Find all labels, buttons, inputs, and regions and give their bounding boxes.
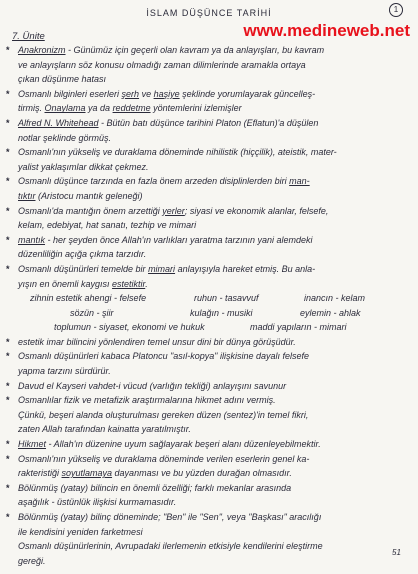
continuation-line: [6, 277, 414, 292]
bullet-star-icon: *: [6, 234, 10, 245]
line-text: (Aristocu mantık geleneği): [35, 190, 143, 201]
underlined-term: şerh: [121, 88, 140, 99]
line-text: Bölünmüş (yatay) bilincin en önemli özelliği; farklı mekanlar arasında: [18, 482, 292, 493]
page-number: 51: [392, 548, 401, 557]
line-text: zaten Allah tarafından kainatta yaratılmıştır.: [18, 424, 191, 435]
bullet-star-icon: *: [6, 512, 10, 522]
line-text: çıkan düşünme hatası: [18, 74, 107, 85]
bullet-line: [6, 379, 414, 394]
line-text: ya da: [85, 103, 113, 114]
website-watermark: www.medineweb.net: [243, 21, 410, 40]
aesthetic-map-row: [6, 306, 414, 321]
aesthetic-pair: kulağın - musiki: [190, 307, 253, 318]
aesthetic-pair: inancın - kelam: [304, 293, 366, 304]
line-text: Osmanlılar fizik ve metafizik araştırmalarına hikmet adını vermiş.: [18, 395, 276, 406]
bullet-star-icon: *: [6, 88, 10, 99]
line-text: notlar şeklinde görmüş.: [18, 132, 112, 143]
notes-section-bottom: [6, 335, 414, 569]
line-text: Çünkü, beşeri alanda oluşturulması gereken düzen (sentez)'in temel fikri,: [18, 409, 309, 420]
underlined-term: Anakronizm: [18, 45, 66, 55]
bullet-star-icon: *: [6, 482, 10, 493]
line-text: düzenliliğin açığa çıkma tarzıdır.: [18, 249, 147, 260]
line-text: estetik imar bilincini yönlendiren temel unsur dini bir dünya görüşüdür.: [18, 336, 296, 347]
line-text: Osmanlı'nın yükseliş ve duraklama döneminde nihilistik (hiççilik), ateistik, mater-: [18, 147, 337, 158]
continuation-line: [6, 131, 414, 146]
underlined-term: Hikmet: [18, 439, 47, 450]
bullet-line: [6, 262, 414, 277]
aesthetic-map: [6, 291, 414, 335]
line-text: aşağılık - üstünlük ilişkisi kurmamasıdır.: [18, 497, 177, 508]
underlined-term: yerler: [162, 205, 185, 216]
aesthetic-pair: sözün - şiir: [70, 307, 114, 318]
line-text: Osmanlı düşünürleri kabaca Platoncu "asıl-kopya" ilişkisine dayalı felsefe: [18, 351, 310, 362]
notes-body: [6, 43, 414, 568]
line-text: ve: [139, 88, 154, 99]
line-text: Osmanlı düşünürleri temelde bir: [18, 263, 149, 274]
line-text: - Allah'ın düzenine uyum sağlayarak beşeri alanı düzenleyebilmektir.: [46, 439, 321, 450]
continuation-line: [6, 247, 414, 262]
bullet-star-icon: *: [6, 439, 10, 450]
bullet-star-icon: *: [6, 176, 10, 187]
underlined-term: haşiye: [153, 88, 180, 99]
bullet-line: [6, 43, 414, 58]
bullet-line: [6, 481, 414, 496]
underlined-term: Onaylama: [44, 103, 86, 114]
bullet-star-icon: *: [6, 336, 10, 347]
underlined-term: mimari: [148, 263, 176, 274]
line-text: ve anlayışların söz konusu olmadığı zaman dilimlerinde aramakla ortaya: [18, 59, 306, 70]
underlined-term: estetiktir: [112, 278, 146, 289]
bullet-star-icon: *: [6, 395, 10, 406]
bullet-line: [6, 452, 414, 467]
bullet-star-icon: *: [6, 453, 10, 464]
line-text: gereği.: [18, 555, 46, 566]
aesthetic-pair: eylemin - ahlak: [300, 307, 361, 318]
continuation-line: [6, 72, 414, 87]
continuation-line: [6, 364, 414, 379]
aesthetic-pair: toplumun - siyaset, ekonomi ve hukuk: [54, 322, 205, 333]
line-text: ile kendisini yeniden farketmesi: [18, 526, 143, 537]
line-text: yöntemlerini izlemişler: [150, 103, 242, 114]
continuation-line: [6, 554, 414, 569]
underlined-term: Alfred N. Whitehead: [18, 117, 99, 128]
continuation-line: [6, 408, 414, 423]
line-text: Osmanlı bilginleri eserleri: [18, 88, 122, 99]
unit-heading: 7. Ünite: [12, 31, 45, 42]
bullet-line: [6, 145, 414, 160]
bullet-star-icon: *: [6, 263, 10, 274]
bullet-star-icon: *: [6, 147, 10, 158]
aesthetic-map-row: [6, 291, 414, 306]
underlined-term: soyutlamaya: [61, 468, 113, 479]
underlined-term: reddetme: [112, 103, 151, 114]
bullet-line: [6, 437, 414, 452]
bullet-line: [6, 233, 414, 248]
bullet-line: [6, 335, 414, 350]
line-text: - her şeyden önce Allah'ın varlıkları yaratma tarzının yani alemdeki: [45, 234, 313, 245]
underlined-term: mantık: [18, 234, 46, 245]
notes-section-top: [6, 43, 414, 291]
bullet-star-icon: *: [6, 351, 10, 362]
line-text: Osmanlı'nın yükseliş ve duraklama döneminde verilen eserlerin genel ka-: [18, 453, 310, 464]
underlined-term: tıktır: [18, 190, 36, 201]
line-text: Davud el Kayseri vahdet-i vücud (varlığın tekliği) anlayışını savunur: [18, 380, 287, 391]
continuation-line: [6, 218, 414, 233]
bullet-line: [6, 204, 414, 219]
aesthetic-map-row: [6, 320, 414, 335]
aesthetic-pair: ruhun - tasavvuf: [194, 293, 259, 304]
line-text: rakteristiği: [18, 468, 62, 479]
continuation-line: [6, 422, 414, 437]
line-text: tirmiş.: [18, 103, 45, 114]
line-text: yışın en önemli kaygısı: [18, 278, 113, 289]
line-text: Bölünmüş (yatay) bilinç döneminde; "Ben" ile "Sen", veya "Başkası" aracılığı: [18, 512, 322, 522]
line-text: şeklinde yorumlayarak güncelleş-: [179, 88, 316, 99]
continuation-line: [6, 101, 414, 116]
line-text: .: [145, 278, 148, 289]
bullet-star-icon: *: [6, 380, 10, 391]
continuation-line: [6, 189, 414, 204]
circled-page-marker: 1: [389, 3, 403, 17]
line-text: anlayışıyla hareket etmiş. Bu anla-: [175, 263, 316, 274]
continuation-line: [6, 58, 414, 73]
line-text: Osmanlı'da mantığın önem arzettiği: [18, 205, 163, 216]
line-text: - Günümüz için geçerli olan kavram ya da anlayışları, bu kavram: [65, 45, 325, 55]
bullet-line: [6, 87, 414, 102]
continuation-line: [6, 525, 414, 540]
bullet-line: [6, 393, 414, 408]
line-text: Osmanlı düşünürlerinin, Avrupadaki ilerlemenin etkisiyle kendilerini eleştirme: [18, 541, 323, 552]
continuation-line: [6, 160, 414, 175]
bullet-star-icon: *: [6, 117, 10, 128]
bullet-line: [6, 174, 414, 189]
aesthetic-pair: zihnin estetik ahengi - felsefe: [30, 293, 147, 304]
continuation-line: [6, 495, 414, 510]
line-text: dayanması ve bu yüzden durağan olmasıdır.: [112, 468, 292, 479]
underlined-term: man-: [289, 176, 310, 187]
continuation-line: [6, 539, 414, 554]
line-text: kelam, edebiyat, hat sanatı, tezhip ve mimari: [18, 220, 197, 231]
aesthetic-pair: maddi yapıların - mimari: [250, 322, 347, 333]
bullet-star-icon: *: [6, 45, 10, 55]
line-text: Osmanlı düşünce tarzında en fazla önem arzeden disiplinlerden biri: [18, 176, 290, 187]
line-text: yapma tarzını sürdürür.: [18, 366, 111, 377]
bullet-line: [6, 510, 414, 525]
line-text: yalist yaklaşımlar dikkat çekmez.: [18, 161, 149, 172]
line-text: ; siyasi ve ekonomik alanlar, felsefe,: [184, 205, 329, 216]
line-text: - Bütün batı düşünce tarihini Platon (Eflatun)'a düşülen: [98, 117, 319, 128]
continuation-line: [6, 466, 414, 481]
bullet-line: [6, 116, 414, 131]
bullet-star-icon: *: [6, 205, 10, 216]
page-title: İSLAM DÜŞÜNCE TARİHİ: [146, 8, 272, 18]
bullet-line: [6, 349, 414, 364]
